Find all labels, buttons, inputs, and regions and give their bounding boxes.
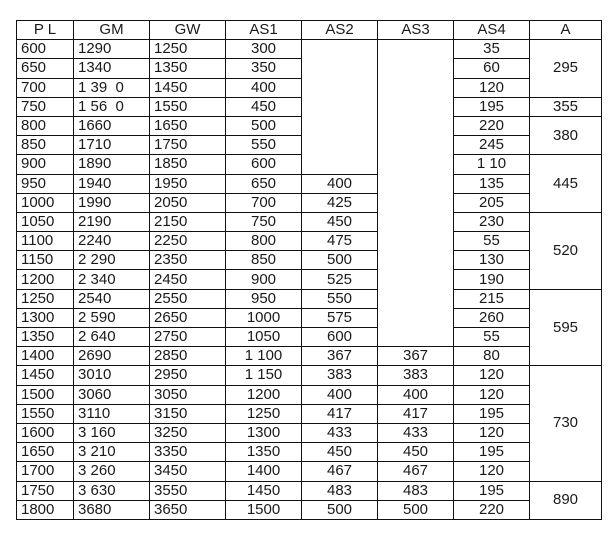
- cell-gw: 1550: [150, 97, 226, 116]
- cell-gm: 1710: [74, 136, 150, 155]
- cell-as3: 483: [378, 481, 454, 500]
- cell-as4: 190: [454, 270, 530, 289]
- table-row: [17, 443, 602, 462]
- cell-as4: 220: [454, 500, 530, 519]
- cell-gw: 1450: [150, 78, 226, 97]
- cell-as3-empty: [378, 40, 454, 347]
- cell-as1: 800: [226, 232, 302, 251]
- cell-gw: 2850: [150, 347, 226, 366]
- cell-a: 355: [530, 97, 602, 116]
- cell-as1: 1050: [226, 328, 302, 347]
- cell-pl: 950: [17, 174, 74, 193]
- cell-a: 890: [530, 481, 602, 519]
- cell-as2-empty: [302, 40, 378, 174]
- cell-pl: 1700: [17, 462, 74, 481]
- cell-pl: 1600: [17, 423, 74, 442]
- cell-gm: 1340: [74, 59, 150, 78]
- header-as2: AS2: [302, 21, 378, 40]
- table-row: [17, 40, 602, 59]
- cell-as4: 135: [454, 174, 530, 193]
- header-gm: GM: [74, 21, 150, 40]
- cell-as2: 417: [302, 404, 378, 423]
- cell-as4: 120: [454, 366, 530, 385]
- cell-as2: 400: [302, 385, 378, 404]
- table-row: [17, 366, 602, 385]
- cell-as4: 120: [454, 423, 530, 442]
- cell-pl: 1800: [17, 500, 74, 519]
- cell-as4: 205: [454, 193, 530, 212]
- cell-a: 730: [530, 366, 602, 481]
- cell-as1: 1300: [226, 423, 302, 442]
- header-a: A: [530, 21, 602, 40]
- cell-gm: 3 630: [74, 481, 150, 500]
- cell-gm: 1890: [74, 155, 150, 174]
- cell-as1: 950: [226, 289, 302, 308]
- table-row: [17, 462, 602, 481]
- cell-as3: 367: [378, 347, 454, 366]
- cell-as1: 750: [226, 212, 302, 231]
- cell-as2: 525: [302, 270, 378, 289]
- cell-as3: 467: [378, 462, 454, 481]
- cell-pl: 1400: [17, 347, 74, 366]
- header-gw: GW: [150, 21, 226, 40]
- cell-gw: 2150: [150, 212, 226, 231]
- cell-pl: 1200: [17, 270, 74, 289]
- cell-as4: 195: [454, 404, 530, 423]
- cell-as1: 400: [226, 78, 302, 97]
- cell-pl: 1350: [17, 328, 74, 347]
- cell-as2: 600: [302, 328, 378, 347]
- cell-as1: 1450: [226, 481, 302, 500]
- cell-a: 295: [530, 40, 602, 98]
- cell-gw: 1650: [150, 116, 226, 135]
- cell-gw: 3450: [150, 462, 226, 481]
- table-row: [17, 308, 602, 327]
- cell-gw: 1350: [150, 59, 226, 78]
- cell-as1: 1500: [226, 500, 302, 519]
- table-row: [17, 232, 602, 251]
- cell-as3: 383: [378, 366, 454, 385]
- cell-pl: 650: [17, 59, 74, 78]
- table-row: [17, 174, 602, 193]
- cell-gw: 3550: [150, 481, 226, 500]
- cell-as2: 450: [302, 443, 378, 462]
- cell-gm: 1 56 0: [74, 97, 150, 116]
- cell-pl: 700: [17, 78, 74, 97]
- cell-gw: 3150: [150, 404, 226, 423]
- cell-as1: 300: [226, 40, 302, 59]
- cell-gw: 2950: [150, 366, 226, 385]
- cell-as4: 195: [454, 97, 530, 116]
- cell-as1: 500: [226, 116, 302, 135]
- cell-as1: 550: [226, 136, 302, 155]
- cell-as1: 850: [226, 251, 302, 270]
- cell-gm: 3110: [74, 404, 150, 423]
- cell-as2: 483: [302, 481, 378, 500]
- cell-pl: 1050: [17, 212, 74, 231]
- cell-gm: 2 290: [74, 251, 150, 270]
- cell-as1: 1350: [226, 443, 302, 462]
- cell-pl: 1100: [17, 232, 74, 251]
- cell-gw: 2550: [150, 289, 226, 308]
- cell-gw: 1850: [150, 155, 226, 174]
- cell-pl: 1300: [17, 308, 74, 327]
- cell-as2: 475: [302, 232, 378, 251]
- cell-gm: 1290: [74, 40, 150, 59]
- table-row: [17, 289, 602, 308]
- table-row: [17, 193, 602, 212]
- cell-as2: 550: [302, 289, 378, 308]
- cell-as4: 245: [454, 136, 530, 155]
- table-row: [17, 328, 602, 347]
- cell-gm: 1940: [74, 174, 150, 193]
- cell-gw: 3350: [150, 443, 226, 462]
- cell-as4: 195: [454, 443, 530, 462]
- cell-gw: 2350: [150, 251, 226, 270]
- cell-a: 520: [530, 212, 602, 289]
- cell-as4: 120: [454, 78, 530, 97]
- cell-gm: 2 590: [74, 308, 150, 327]
- cell-gm: 3 160: [74, 423, 150, 442]
- cell-gm: 3 260: [74, 462, 150, 481]
- cell-as4: 215: [454, 289, 530, 308]
- header-row: [17, 21, 602, 40]
- cell-as1: 1250: [226, 404, 302, 423]
- cell-a: 595: [530, 289, 602, 366]
- cell-as1: 650: [226, 174, 302, 193]
- table-row: [17, 423, 602, 442]
- cell-pl: 800: [17, 116, 74, 135]
- cell-gm: 2540: [74, 289, 150, 308]
- table-row: [17, 500, 602, 519]
- table-row: [17, 251, 602, 270]
- cell-as4: 120: [454, 462, 530, 481]
- cell-as4: 55: [454, 232, 530, 251]
- data-table: [16, 20, 602, 520]
- cell-pl: 1150: [17, 251, 74, 270]
- cell-as4: 60: [454, 59, 530, 78]
- cell-as1: 450: [226, 97, 302, 116]
- cell-gw: 2050: [150, 193, 226, 212]
- cell-as4: 220: [454, 116, 530, 135]
- cell-pl: 850: [17, 136, 74, 155]
- cell-as4: 55: [454, 328, 530, 347]
- cell-as2: 467: [302, 462, 378, 481]
- cell-pl: 900: [17, 155, 74, 174]
- cell-gw: 1950: [150, 174, 226, 193]
- cell-gm: 3060: [74, 385, 150, 404]
- cell-pl: 1650: [17, 443, 74, 462]
- cell-gw: 1250: [150, 40, 226, 59]
- cell-a: 380: [530, 116, 602, 154]
- cell-as4: 120: [454, 385, 530, 404]
- cell-gw: 1750: [150, 136, 226, 155]
- cell-as4: 195: [454, 481, 530, 500]
- cell-gw: 3050: [150, 385, 226, 404]
- cell-gm: 3 210: [74, 443, 150, 462]
- cell-as2: 575: [302, 308, 378, 327]
- cell-as4: 1 10: [454, 155, 530, 174]
- cell-gw: 2450: [150, 270, 226, 289]
- table-row: [17, 404, 602, 423]
- cell-gm: 3680: [74, 500, 150, 519]
- cell-as2: 400: [302, 174, 378, 193]
- cell-gm: 3010: [74, 366, 150, 385]
- cell-as1: 1 150: [226, 366, 302, 385]
- table-row: [17, 481, 602, 500]
- cell-gw: 3250: [150, 423, 226, 442]
- cell-as3: 417: [378, 404, 454, 423]
- cell-gm: 2240: [74, 232, 150, 251]
- cell-pl: 1250: [17, 289, 74, 308]
- cell-pl: 750: [17, 97, 74, 116]
- cell-as3: 450: [378, 443, 454, 462]
- cell-as2: 433: [302, 423, 378, 442]
- cell-as4: 130: [454, 251, 530, 270]
- cell-a: 445: [530, 155, 602, 213]
- cell-pl: 1750: [17, 481, 74, 500]
- cell-as1: 1200: [226, 385, 302, 404]
- cell-pl: 1500: [17, 385, 74, 404]
- cell-as2: 383: [302, 366, 378, 385]
- cell-gm: 1 39 0: [74, 78, 150, 97]
- cell-gm: 2690: [74, 347, 150, 366]
- cell-as1: 1 100: [226, 347, 302, 366]
- cell-as4: 260: [454, 308, 530, 327]
- cell-pl: 1450: [17, 366, 74, 385]
- cell-pl: 1000: [17, 193, 74, 212]
- cell-pl: 1550: [17, 404, 74, 423]
- cell-as2: 500: [302, 500, 378, 519]
- table-row: [17, 212, 602, 231]
- cell-as4: 80: [454, 347, 530, 366]
- cell-as1: 900: [226, 270, 302, 289]
- header-pl: P L: [17, 21, 74, 40]
- cell-gm: 2190: [74, 212, 150, 231]
- table-row: [17, 347, 602, 366]
- header-as4: AS4: [454, 21, 530, 40]
- cell-as1: 600: [226, 155, 302, 174]
- cell-pl: 600: [17, 40, 74, 59]
- header-as1: AS1: [226, 21, 302, 40]
- cell-gm: 1660: [74, 116, 150, 135]
- cell-as1: 350: [226, 59, 302, 78]
- cell-as2: 425: [302, 193, 378, 212]
- cell-as3: 433: [378, 423, 454, 442]
- table-body: [17, 40, 602, 520]
- cell-as3: 500: [378, 500, 454, 519]
- cell-gw: 3650: [150, 500, 226, 519]
- table-row: [17, 385, 602, 404]
- cell-as1: 1000: [226, 308, 302, 327]
- cell-as2: 450: [302, 212, 378, 231]
- cell-gm: 2 640: [74, 328, 150, 347]
- cell-as2: 500: [302, 251, 378, 270]
- cell-as4: 35: [454, 40, 530, 59]
- header-as3: AS3: [378, 21, 454, 40]
- cell-gm: 1990: [74, 193, 150, 212]
- cell-as3: 400: [378, 385, 454, 404]
- cell-gw: 2250: [150, 232, 226, 251]
- cell-gw: 2750: [150, 328, 226, 347]
- cell-as1: 700: [226, 193, 302, 212]
- cell-gm: 2 340: [74, 270, 150, 289]
- cell-as4: 230: [454, 212, 530, 231]
- cell-as1: 1400: [226, 462, 302, 481]
- cell-gw: 2650: [150, 308, 226, 327]
- table-row: [17, 270, 602, 289]
- cell-as2: 367: [302, 347, 378, 366]
